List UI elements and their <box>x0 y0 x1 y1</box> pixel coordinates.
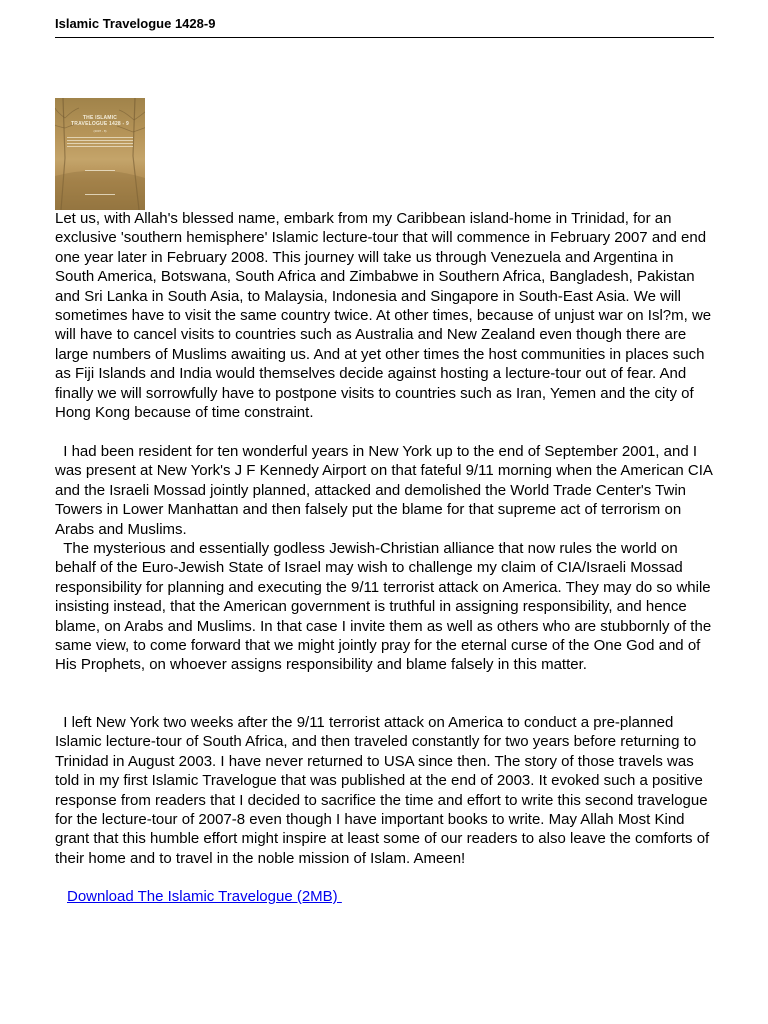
paragraph-travels: I left New York two weeks after the 9/11 terrorist attack on America to conduct a pre-planned Islamic lecture-tour of South Africa, and then traveled constantly for two years before returning to Trinidad in August 2003. I have never returned to USA since then. The story of those travels was told in my first Islamic Travelogue that was published at the end of 2003. It evoked such a positive response from readers that I decided to sacrifice the time and effort to write this second travelogue for the lecture-tour of 2007-8 even though I have important books to write. May Allah Most Kind grant that this humble effort might inspire at least some of our readers to also leave the comforts of their home and to travel in the noble mission of Islam. Ameen! <box>55 714 710 867</box>
cover-blurb-lines <box>67 135 133 147</box>
cover-author-line <box>85 170 115 171</box>
download-travelogue-link[interactable]: Download The Islamic Travelogue (2MB) <box>67 888 342 905</box>
cover-publisher-line <box>85 194 115 195</box>
book-cover-image <box>55 98 145 210</box>
cover-title <box>59 115 141 127</box>
cover-subtitle: (2007 - 8) <box>93 129 107 133</box>
cover-title-line-1: THE ISLAMIC <box>82 115 118 121</box>
paragraph-alliance: The mysterious and essentially godless Jewish-Christian alliance that now rules the world on behalf of the Euro-Jewish State of Israel may wish to challenge my claim of CIA/Israeli Mossad responsibility for planning and executing the 9/11 terrorist attack on America. They may do so while insisting instead, that the American government is truthful in assigning responsibility, and hence blame, on Arabs and Muslims. In that case I invite them as well as others who are stubbornly of the same view, to come forward that we might jointly pray for the eternal curse of the One God and of His Prophets, on whoever assigns responsibility and blame falsely in this matter. <box>55 540 712 674</box>
cover-title-line-2: TRAVELOGUE 1428 - 9 <box>71 121 129 127</box>
paragraph-new-york: I had been resident for ten wonderful years in New York up to the end of September 2001, and I was present at New York's J F Kennedy Airport on that fateful 9/11 morning when the American CIA and the Israeli Mossad jointly planned, attacked and demolished the World Trade Center's Twin Towers in Lower Manhattan and then falsely put the blame for that supreme act of terrorism on Arabs and Muslims. <box>55 443 713 538</box>
header-divider <box>55 37 714 38</box>
page-header-title: Islamic Travelogue 1428-9 <box>55 16 216 31</box>
paragraph-intro: Let us, with Allah's blessed name, embark from my Caribbean island-home in Trinidad, for an exclusive 'southern hemisphere' Islamic lecture-tour that will commence in February 2007 and end one year later in February 2008. This journey will take us through Venezuela and Argentina in South America, Botswana, South Africa and Zimbabwe in Southern Africa, Bangladesh, Pakistan and Sri Lanka in South Asia, to Malaysia, Indonesia and Singapore in South-East Asia. We will sometimes have to visit the same country twice. At other times, because of unjust war on Isl?m, we will have to cancel visits to countries such as Australia and New Zealand even though there are large numbers of Muslims awaiting us. And at yet other times the host communities in places such as Fiji Islands and India would themselves decide against hosting a lecture-tour out of fear. And finally we will sorrowfully have to postpone visits to countries such as Iran, Yemen and the city of Hong Kong because of time constraint. <box>55 210 712 422</box>
